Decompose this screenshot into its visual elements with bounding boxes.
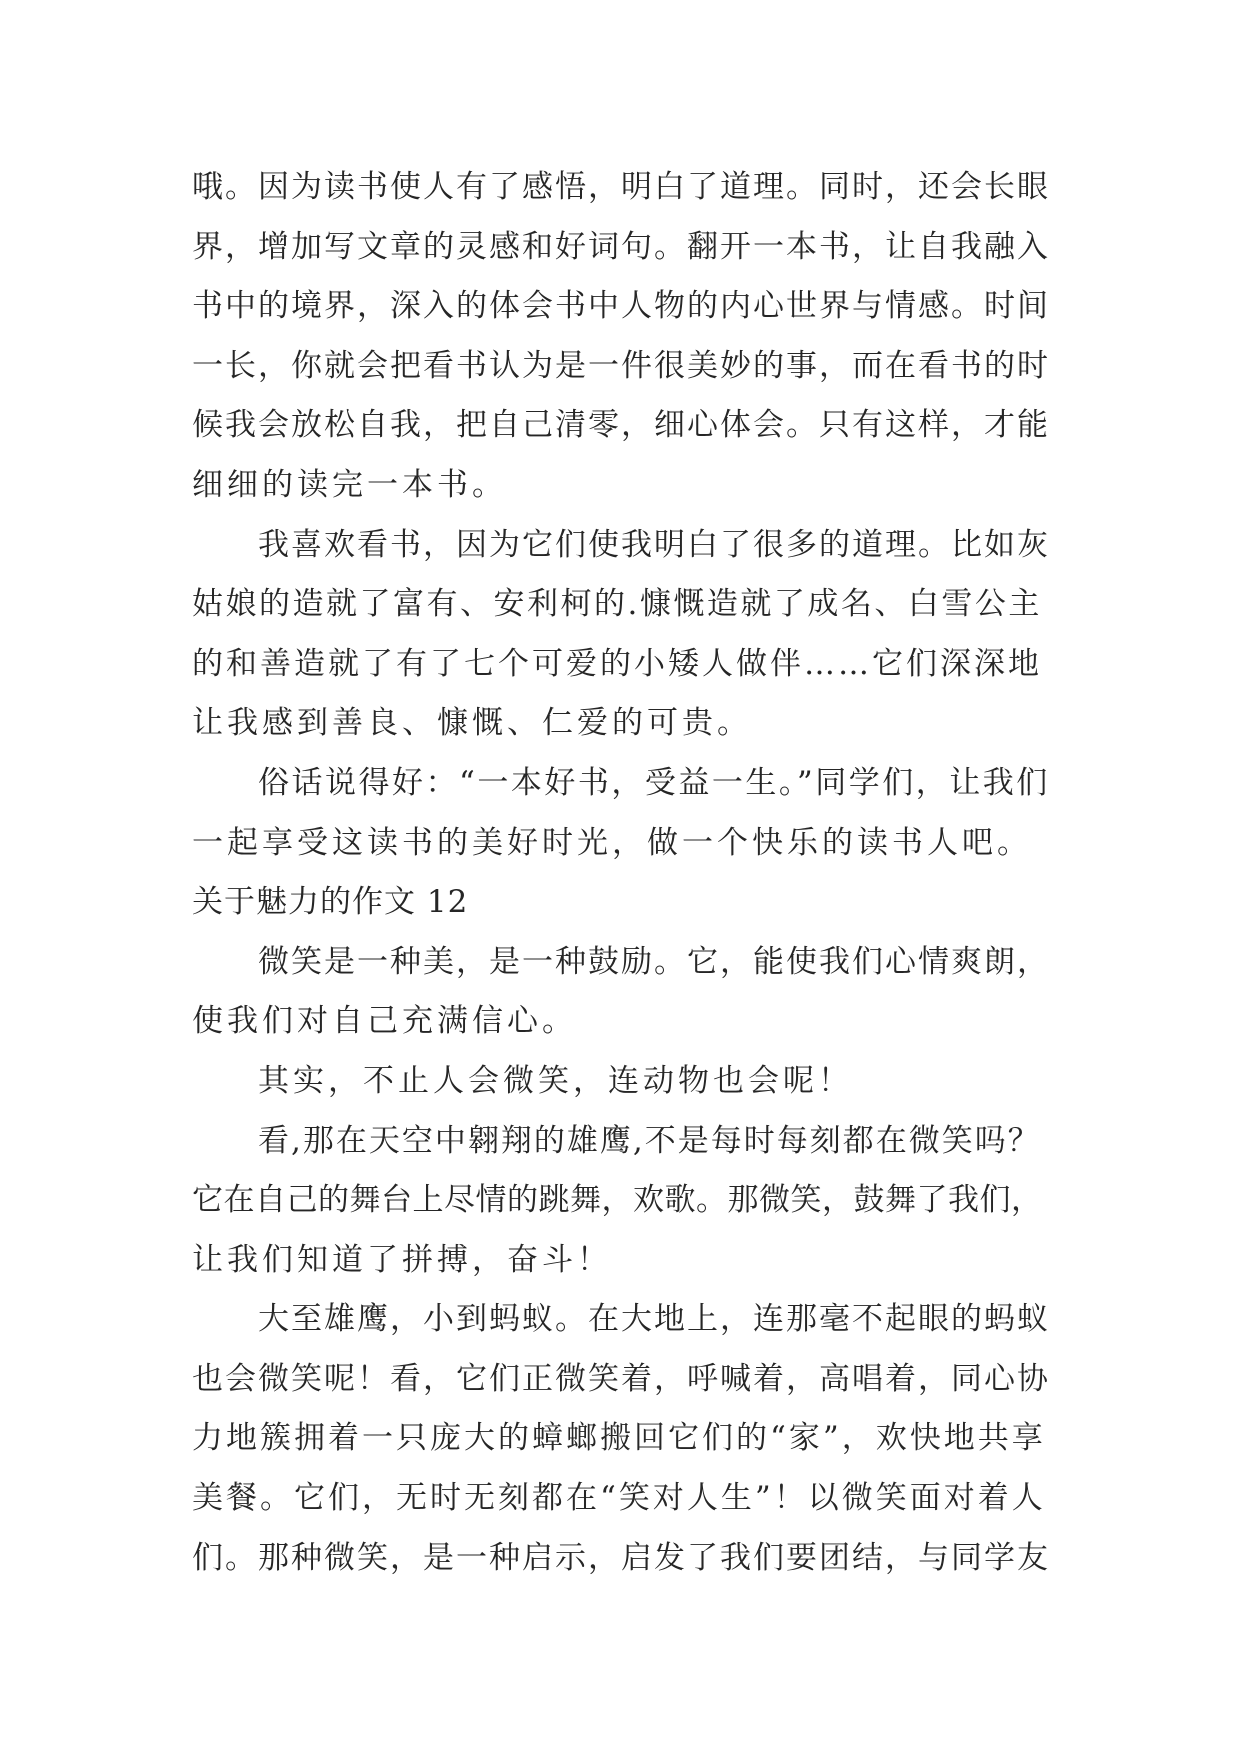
- text-line: 书中的境界，深入的体会书中人物的内心世界与情感。时间: [192, 288, 1050, 325]
- text-line: 的和善造就了有了七个可爱的小矮人做伴……它们深深地: [192, 645, 1042, 682]
- text-line: 一长，你就会把看书认为是一件很美妙的事，而在看书的时: [192, 347, 1050, 384]
- text-line: 我喜欢看书，因为它们使我明白了很多的道理。比如灰: [258, 526, 1050, 563]
- text-line: 微笑是一种美，是一种鼓励。它，能使我们心情爽朗，: [258, 943, 1050, 980]
- text-line: 也会微笑呢！看，它们正微笑着，呼喊着，高唱着，同心协: [192, 1360, 1050, 1397]
- text-line: 候我会放松自我，把自己清零，细心体会。只有这样，才能: [192, 407, 1050, 444]
- text-line: 大至雄鹰，小到蚂蚁。在大地上，连那毫不起眼的蚂蚁: [258, 1301, 1050, 1338]
- text-line: 看,那在天空中翱翔的雄鹰,不是每时每刻都在微笑吗？: [258, 1122, 1041, 1159]
- text-line: 细细的读完一本书。: [192, 466, 507, 503]
- document-body: [192, 158, 1052, 1588]
- text-line: 其实，不止人会微笑，连动物也会呢！: [258, 1062, 853, 1099]
- text-line: 美餐。它们，无时无刻都在“笑对人生”！以微笑面对着人: [192, 1480, 1046, 1517]
- text-line: 让我感到善良、慷慨、仁爱的可贵。: [192, 705, 752, 742]
- text-line: 俗话说得好：“一本好书，受益一生。”同学们，让我们: [258, 764, 1050, 801]
- text-line: 们。那种微笑，是一种启示，启发了我们要团结，与同学友: [192, 1539, 1050, 1576]
- text-line: 一起享受这读书的美好时光，做一个快乐的读书人吧。: [192, 824, 1032, 861]
- text-line: 界，增加写文章的灵感和好词句。翻开一本书，让自我融入: [192, 228, 1050, 265]
- text-line: 力地簇拥着一只庞大的蟑螂搬回它们的“家”，欢快地共享: [192, 1420, 1046, 1457]
- text-line: 让我们知道了拼搏，奋斗！: [192, 1241, 612, 1278]
- section-heading: 关于魅力的作文 12: [192, 884, 469, 921]
- text-line: 哦。因为读书使人有了感悟，明白了道理。同时，还会长眼: [192, 169, 1050, 205]
- text-line: 姑娘的造就了富有、安利柯的.慷慨造就了成名、白雪公主: [192, 586, 1042, 623]
- text-line: 它在自己的舞台上尽情的跳舞，欢歌。那微笑，鼓舞了我们，: [192, 1182, 1043, 1219]
- text-line: 使我们对自己充满信心。: [192, 1003, 577, 1040]
